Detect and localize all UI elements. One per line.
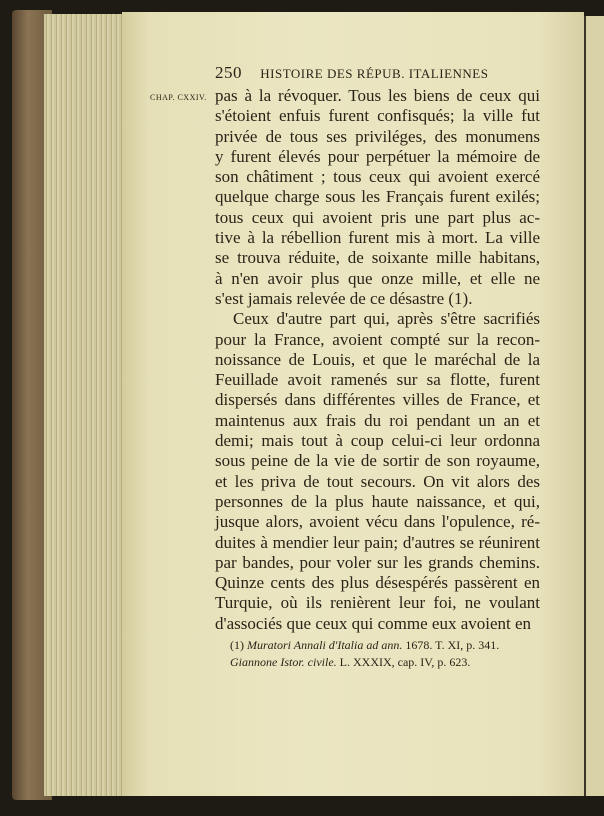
text-line: y furent élevés pour perpétuer la mémoire de [215,146,540,166]
text-line: tive à la rébellion furent mis à mort. La ville [215,228,540,248]
margin-chapter-note: CHAP. CXXIV. [150,93,207,102]
text-line: et les priva de tout secours. On vit alors des [215,471,540,491]
facing-page-edge [584,16,604,796]
text-line: personnes de la plus haute naissance, et qui, [215,491,540,511]
running-header [215,62,540,84]
footnote [230,637,560,654]
footnote-source: Muratori Annali d'Italia ad ann. [247,638,403,652]
footnote-marker: (1) [230,638,244,652]
text-line: se trouva réduite, de soixante mille habitans, [215,248,540,268]
text-line: privée de tous ses priviléges, des monumens [215,126,540,146]
running-title: HISTOIRE DES RÉPUB. ITALIENNES [260,66,489,81]
text-line: pas à la révoquer. Tous les biens de ceux qui [215,86,540,105]
text-line: Turquie, où ils renièrent leur foi, ne voulant [215,593,540,613]
body-text [215,86,540,634]
footnotes [230,637,560,671]
text-line: dispersés dans différentes villes de France, et [215,390,540,410]
text-line: jusque alors, avoient vécu dans l'opulence, ré- [215,512,540,532]
page-number: 250 [215,63,242,82]
text-line: son châtiment ; tous ceux qui avoient exercé [215,167,540,187]
text-line: à n'en avoir plus que onze mille, et elle ne [215,268,540,288]
text-line: Quinze cents des plus désespérés passèrent en [215,573,540,593]
text-line: d'associés que ceux qui comme eux avoient en [215,613,532,633]
footnote-reference: 1678. T. XI, p. 341. [405,638,500,652]
text-line: demi; mais tout à coup celui-ci leur ordonna [215,431,540,451]
text-line: pour la France, avoient compté sur la recon- [215,329,540,349]
text-line: quelque charge sous les Français furent exilés; [215,187,540,207]
text-line: noissance de Louis, et que le maréchal de la [215,349,540,369]
text-line: s'est jamais relevée de ce désastre (1). [215,288,473,308]
text-line: sous peine de la vie de sortir de son royaume, [215,451,540,471]
footnote-source: Giannone Istor. civile. [230,655,337,669]
text-line: maintenus aux frais du roi pendant un an et [215,410,540,430]
text-line: Feuillade avoit ramenés sur sa flotte, furent [215,370,540,390]
text-line: Ceux d'autre part qui, après s'être sacrifiés [233,309,540,329]
text-line: tous ceux qui avoient pris une part plus ac- [215,207,540,227]
page-edges [44,14,124,796]
text-line: s'étoient enfuis furent confisqués; la ville fut [215,106,540,126]
footnote-reference: L. XXXIX, cap. IV, p. 623. [339,655,471,669]
text-line: par bandes, pour voler sur les grands chemins. [215,552,540,572]
footnote [230,654,560,671]
text-line: duites à mendier leur pain; d'autres se réunirent [215,532,540,552]
